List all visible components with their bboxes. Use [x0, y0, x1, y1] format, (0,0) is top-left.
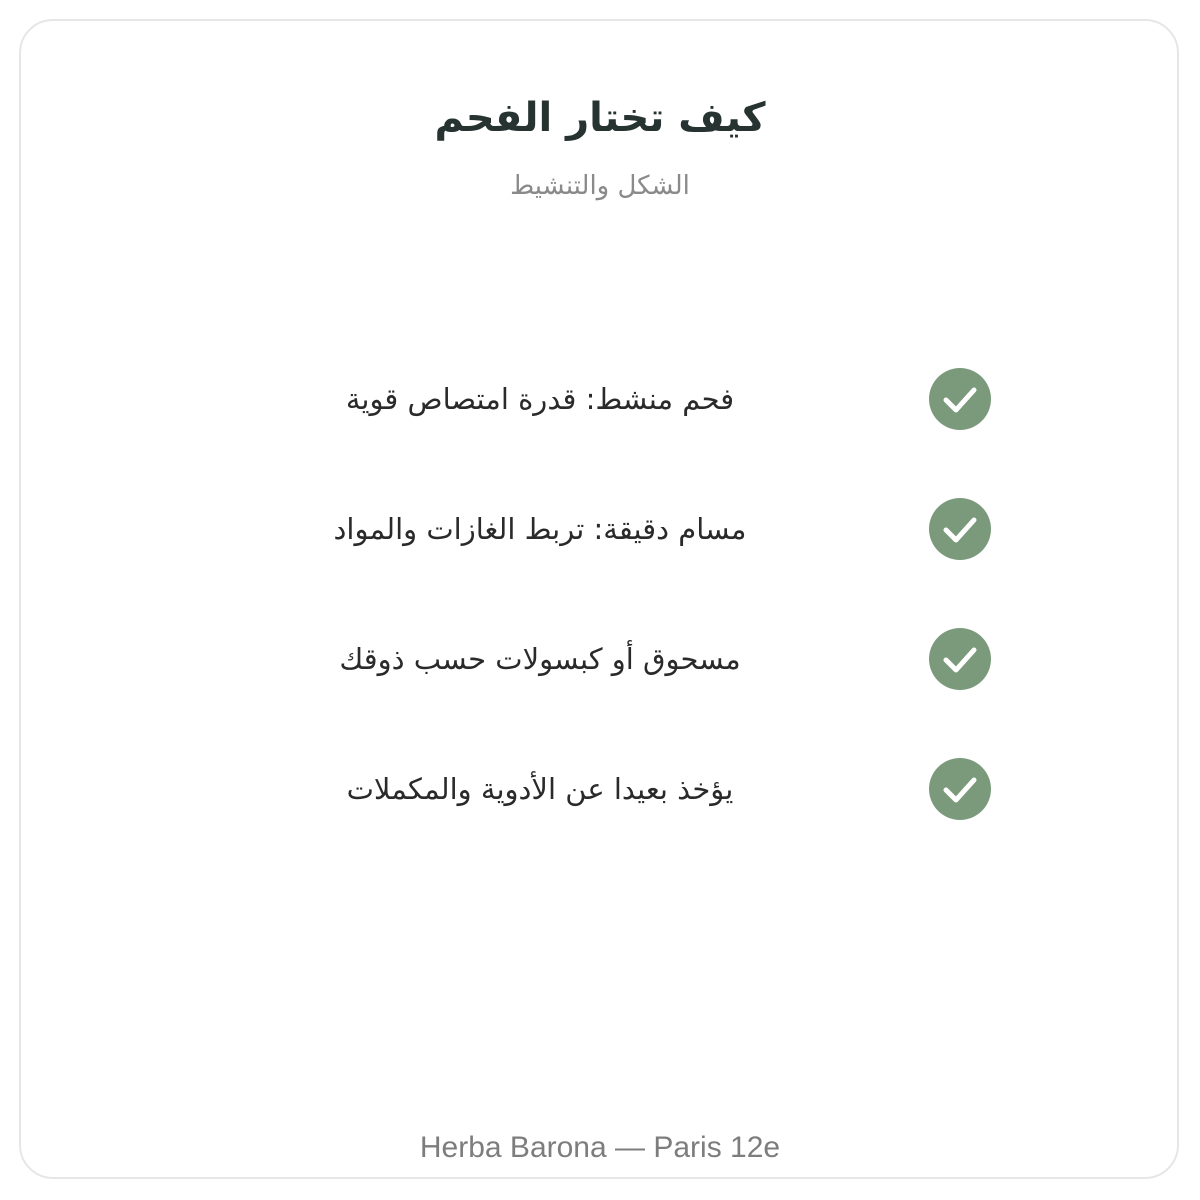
list-item-text: مسحوق أو كبسولات حسب ذوقك — [339, 642, 741, 676]
list-item — [0, 628, 1200, 690]
checkmark-icon — [929, 628, 991, 690]
list-item — [0, 368, 1200, 430]
checkmark-icon — [929, 368, 991, 430]
page-subtitle: الشكل والتنشيط — [510, 171, 690, 201]
list-item-text: فحم منشط: قدرة امتصاص قوية — [345, 382, 735, 416]
list-item — [0, 498, 1200, 560]
footer-brand: Herba Barona — Paris 12e — [419, 1131, 781, 1164]
checkmark-icon — [929, 758, 991, 820]
page-title: كيف تختار الفحم — [434, 95, 766, 141]
list-item — [0, 758, 1200, 820]
list-item-text: مسام دقيقة: تربط الغازات والمواد — [333, 512, 747, 546]
checkmark-icon — [929, 498, 991, 560]
list-item-text: يؤخذ بعيدا عن الأدوية والمكملات — [346, 772, 734, 806]
